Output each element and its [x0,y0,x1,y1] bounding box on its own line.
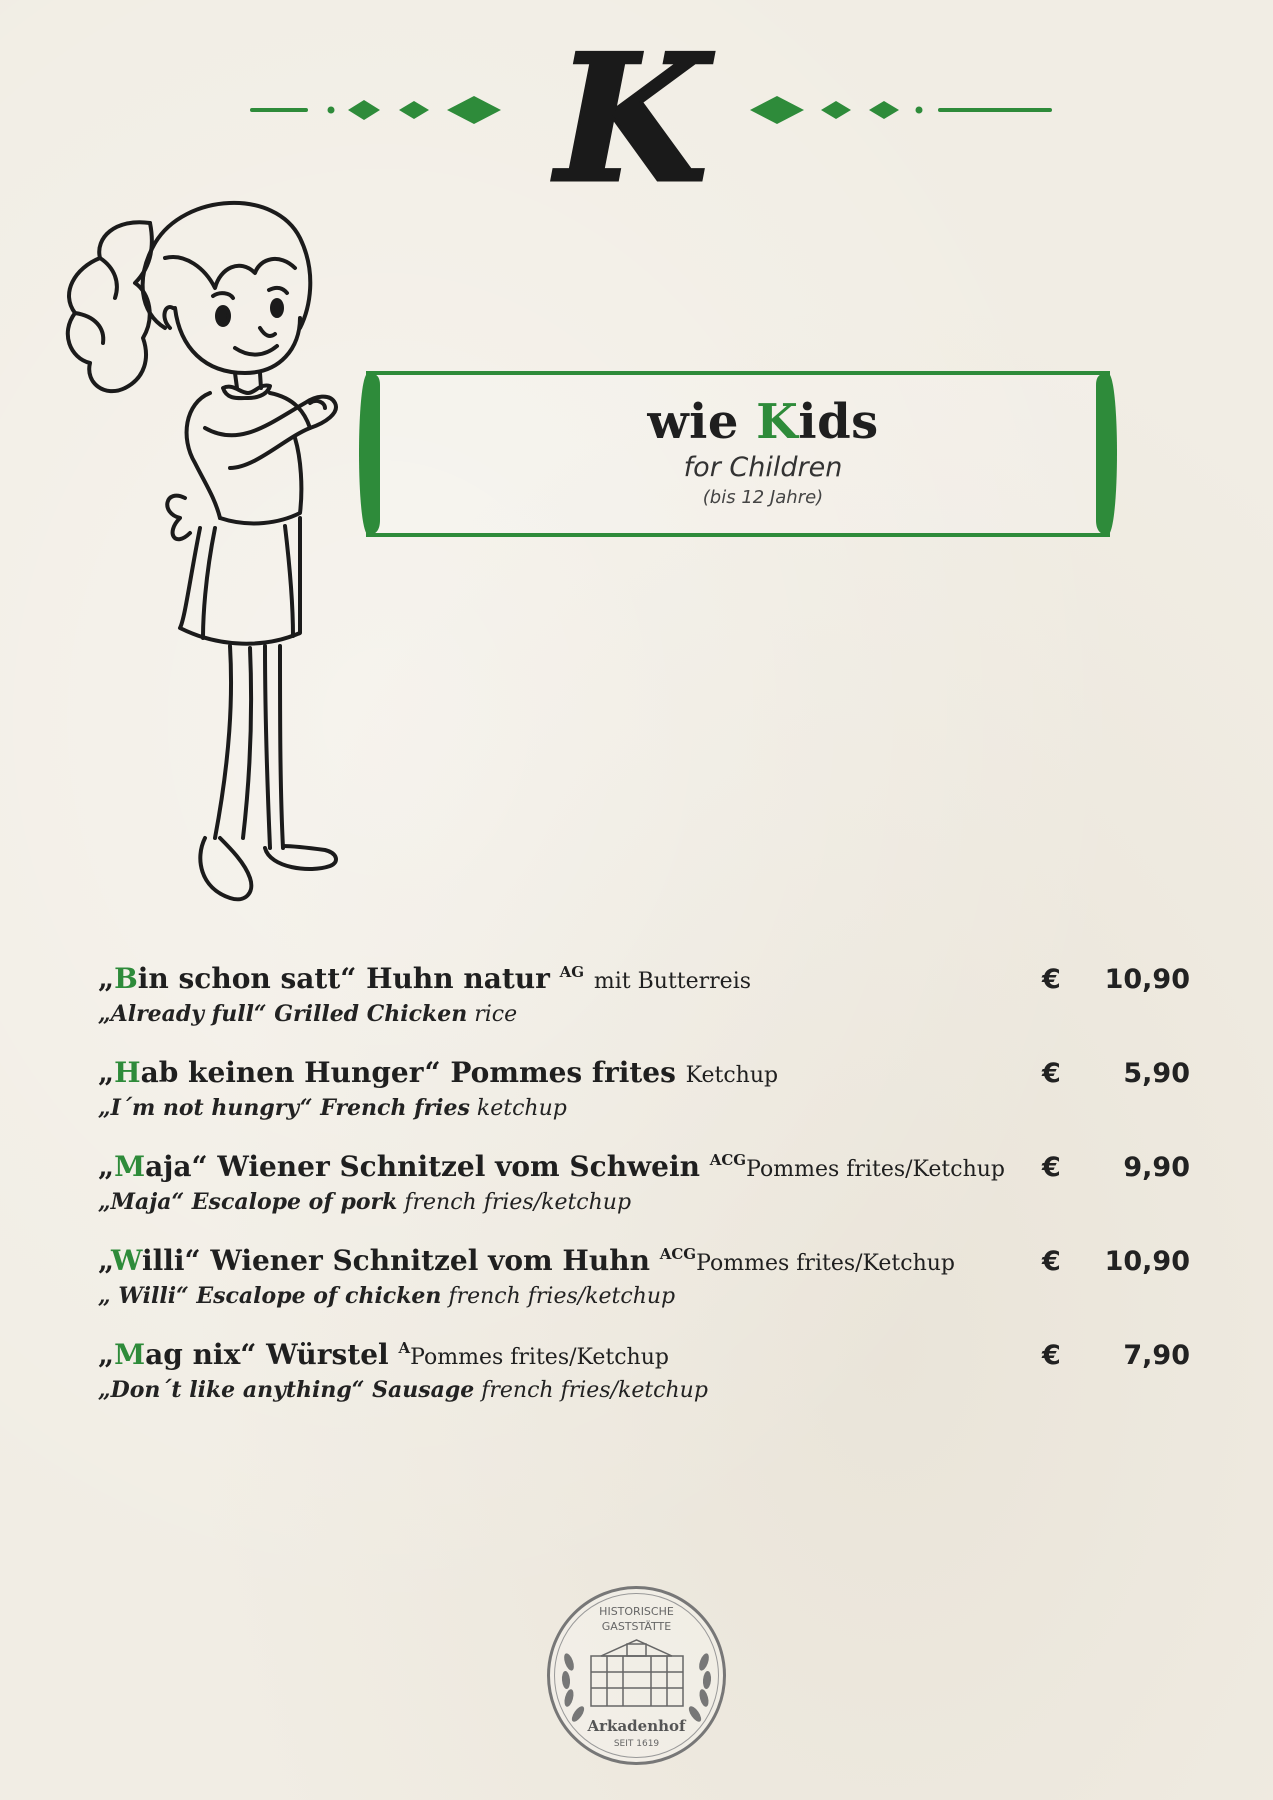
allergen-codes: AG [559,963,585,981]
side-en: french fries/ketchup [404,1190,632,1215]
dish-name-english: „Don´t like anything“ Sausage [98,1377,475,1403]
seal-since: SEIT 1619 [613,1739,660,1749]
dish-quote: „ [98,962,115,995]
menu-item [98,1056,1198,1150]
section-title [528,394,998,450]
currency-symbol: € [1042,964,1061,995]
side-en: french fries/ketchup [448,1284,676,1309]
side-de: Pommes frites/Ketchup [696,1251,955,1276]
allergen-codes: ACG [659,1245,697,1263]
dish-name-en [98,1001,1198,1027]
banner-text [528,394,998,508]
dish-quote: „ [98,1338,115,1371]
restaurant-seal-logo [545,1584,728,1767]
currency-symbol: € [1042,1340,1061,1371]
side-en: rice [474,1002,518,1027]
allergen-codes: A [398,1339,411,1357]
side-de: Pommes frites/Ketchup [746,1157,1005,1182]
currency-symbol: € [1042,1246,1061,1277]
menu-item [98,1150,1198,1244]
side-de: Ketchup [685,1063,779,1088]
dish-initial: B [114,962,138,995]
dish-name-en [98,1377,1198,1403]
price: 10,90 [1104,1246,1190,1277]
menu-item [98,1244,1198,1338]
side-de: mit Butterreis [593,969,752,994]
left-ornament-line [250,96,501,124]
age-note: (bis 12 Jahre) [702,487,824,508]
price: 10,90 [1104,964,1190,995]
currency-symbol: € [1042,1152,1061,1183]
dish-name-english: „ Willi“ Escalope of chicken [98,1283,442,1309]
price: 7,90 [1123,1340,1190,1371]
allergen-codes: ACG [709,1151,747,1169]
section-subtitle: for Children [683,452,843,483]
dish-name-english: „I´m not hungry“ French fries [98,1095,470,1121]
initial-letter: K [555,20,709,195]
menu-item [98,962,1198,1056]
price: 9,90 [1123,1152,1190,1183]
dish-name-en [98,1095,1198,1121]
dish-quote: „ [98,1056,115,1089]
menu-item [98,1338,1198,1432]
dish-name-de [98,1244,1198,1277]
dish-initial: H [114,1056,141,1089]
dish-name: in schon satt“ Huhn natur [137,962,550,995]
seal-name: Arkadenhof [587,1717,686,1735]
dish-initial: W [111,1244,142,1277]
dish-quote: „ [98,1244,112,1277]
side-en: ketchup [476,1096,567,1121]
dish-quote: „ [98,1150,115,1183]
section-title-accent: K [756,394,799,450]
dish-name-english: „Maja“ Escalope of pork [98,1189,398,1215]
section-title-post: ids [798,394,879,450]
dish-name: illi“ Wiener Schnitzel vom Huhn [141,1244,650,1277]
side-de: Pommes frites/Ketchup [410,1345,669,1370]
section-title-pre: wie [647,394,757,450]
dish-name: ag nix“ Würstel [145,1338,389,1371]
dish-name-de [98,962,1198,995]
seal-line2: GASTSTÄTTE [601,1620,672,1633]
dish-name-de [98,1056,1198,1089]
dish-name-en [98,1189,1198,1215]
dish-initial: M [114,1338,146,1371]
dish-name-de [98,1338,1198,1371]
header-ornament [240,20,1060,195]
price: 5,90 [1123,1058,1190,1089]
seal-line1: HISTORISCHE [599,1605,674,1618]
dish-initial: M [114,1150,146,1183]
menu-list [98,962,1198,1432]
right-ornament-line [750,96,1052,124]
currency-symbol: € [1042,1058,1061,1089]
girl-illustration [55,198,405,908]
dish-name-de [98,1150,1198,1183]
dish-name: ab keinen Hunger“ Pommes frites [140,1056,676,1089]
dish-name-english: „Already full“ Grilled Chicken [98,1001,468,1027]
dish-name: aja“ Wiener Schnitzel vom Schwein [145,1150,700,1183]
dish-name-en [98,1283,1198,1309]
side-en: french fries/ketchup [481,1378,708,1403]
